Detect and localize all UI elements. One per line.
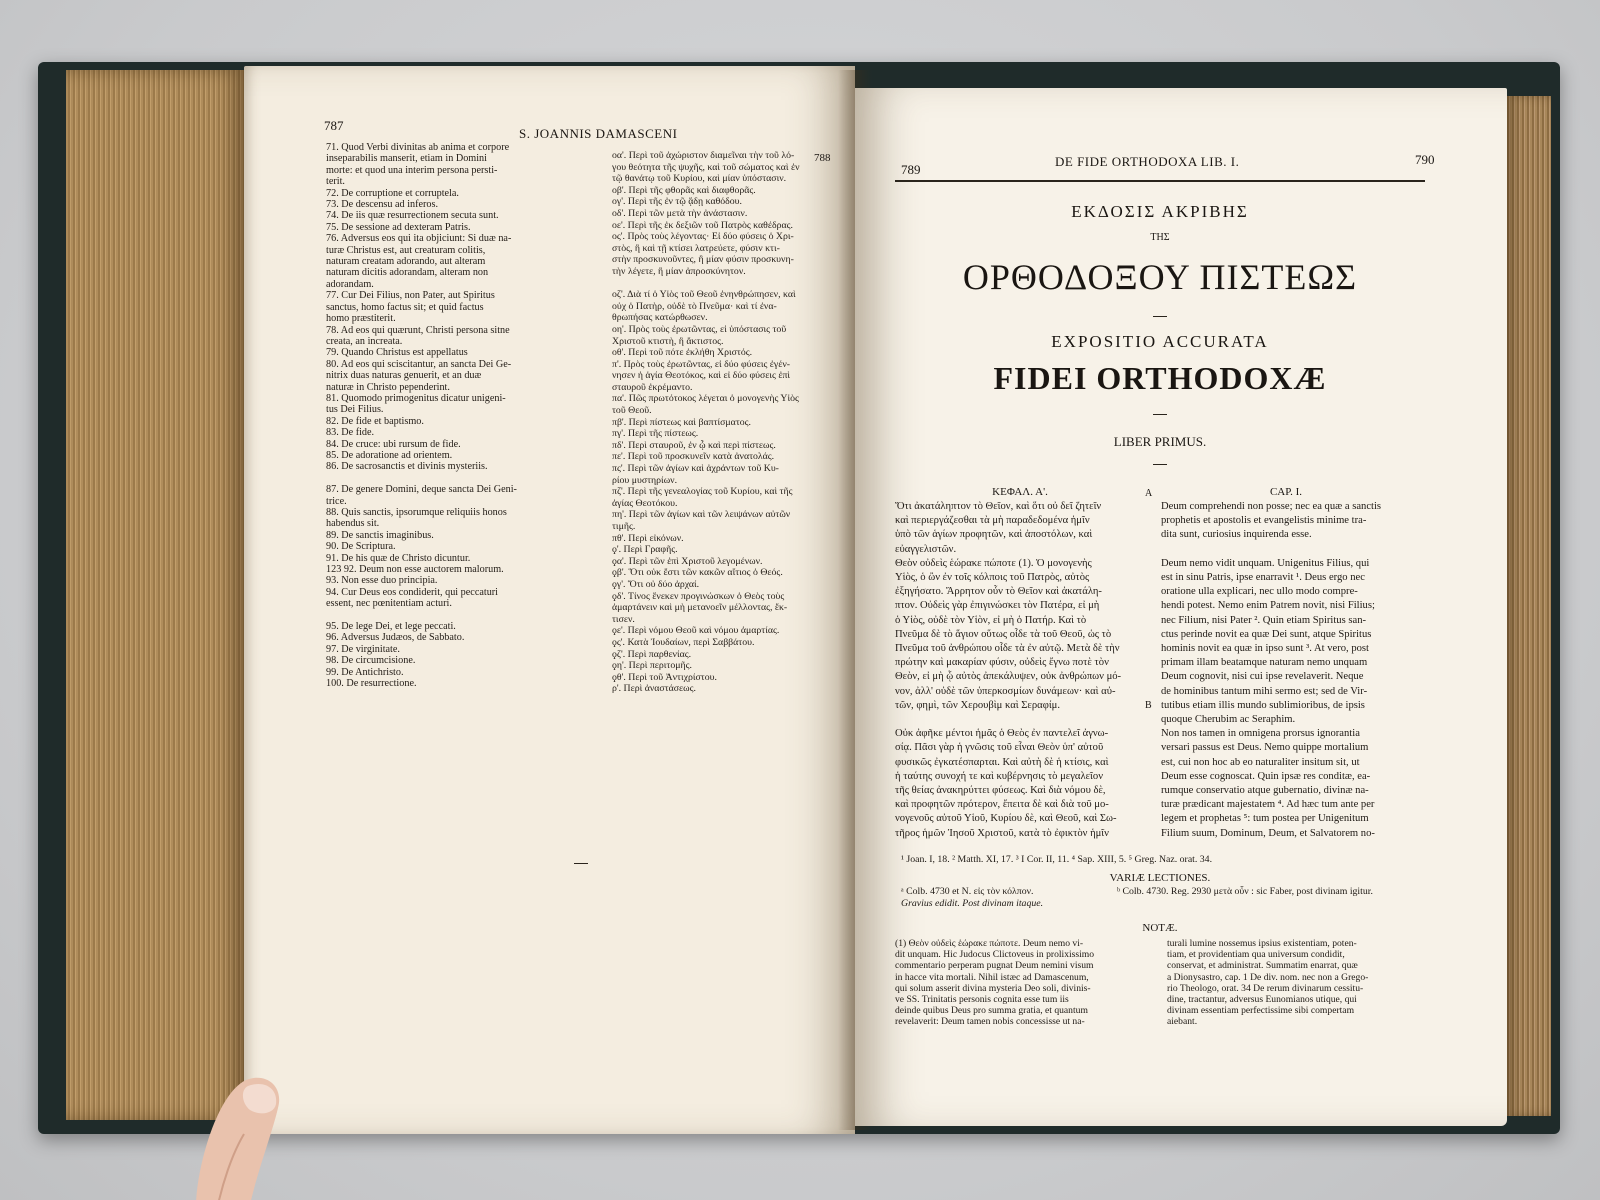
greek-index-line: ρ'. Περὶ ἀναστάσεως. [612, 683, 696, 695]
greek-index-line: πα'. Πῶς πρωτότοκος λέγεται ὁ μονογενὴς Υἱὸς [612, 393, 799, 405]
greek-text-line: ἡ ταύτης συνοχή τε καὶ κυβέρνησις τὸ μεγαλεῖον [895, 770, 1103, 782]
latin-index-line: 98. De circumcisione. [326, 655, 416, 667]
latin-index-line: terit. [326, 176, 345, 188]
greek-index-line: γου θεότητα τῆς ψυχῆς, καὶ τοῦ σώματος καὶ ἐν [612, 161, 800, 173]
greek-index-line: πζ'. Περὶ τῆς γενεαλογίας τοῦ Κυρίου, καὶ τῆς [612, 486, 793, 498]
title-separator-2 [1153, 414, 1167, 415]
greek-text-line: ἐξηγήσατο. Ἄρρητον οὖν τὸ Θεῖον καὶ ἀκατάλη- [895, 586, 1102, 598]
note-line: rio Theologo, orat. 34 De rerum divinarum cessitu- [1167, 982, 1364, 994]
greek-text-line: πτον. Οὐδεὶς γὰρ ἐπιγινώσκει τὸν Πατέρα, εἰ μὴ [895, 600, 1100, 612]
greek-text-line: Οὐκ ἀφῆκε μέντοι ἡμᾶς ὁ Θεὸς ἐν παντελεῖ ἀγνω- [895, 728, 1109, 740]
note-line: commentario perperam pugnat Deum nemini visum [895, 960, 1094, 972]
header-rule [895, 180, 1425, 182]
latin-index-line [326, 473, 594, 484]
latin-index-line: 76. Adversus eos qui ita objiciunt: Si duæ na- [326, 233, 512, 245]
greek-index-line: ϙα'. Περὶ τῶν ἐπὶ Χριστοῦ λεγομένων. [612, 555, 763, 567]
greek-text-line: νογενοῦς αὐτοῦ Υἱοῦ, Κυρίου δὲ, καὶ Θεοῦ, καὶ Σω- [895, 813, 1117, 825]
page-edges-right [1505, 96, 1551, 1116]
latin-text-line: tutibus etiam illis mundo sublimioribus, de ipsis [1161, 699, 1365, 711]
greek-index-line: τῷ θανάτῳ τοῦ Κυρίου, καὶ μίαν ὑπόστασιν. [612, 173, 787, 185]
latin-text-line: oratione ulla explicari, nec ullo modo compre- [1161, 586, 1358, 598]
right-column-right-number: 790 [1415, 152, 1435, 167]
latin-body-column [1161, 500, 1423, 841]
greek-index-line: ϙ'. Περὶ Γραφῆς. [612, 544, 678, 556]
latin-index-line: 84. De cruce: ubi rursum de fide. [326, 438, 461, 450]
latin-index-line: 94. Cur Deus eos condiderit, qui peccaturi [326, 586, 499, 598]
note-line: dine, tractantur, adversus Eunomianos utique, qui [1167, 994, 1357, 1006]
greek-text-line: σίᾳ. Πᾶσι γὰρ ἡ γνῶσις τοῦ εἶναι Θεὸν ὑπ' αὐτοῦ [895, 742, 1104, 754]
note-line: a Dionysastro, cap. 1 De div. nom. nec non a Grego- [1167, 971, 1369, 983]
latin-index-line: naturam dicitis adorandam, alteram non [326, 267, 489, 279]
greek-index-line: οὐχ ὁ Πατὴρ, οὐδὲ τὸ Πνεῦμα· καὶ τί ἐνα- [612, 300, 777, 312]
greek-text-line: πρώτην καὶ μακαρίαν φύσιν, οὐδεὶς ἔγνω ποτὲ τὸν [895, 657, 1109, 669]
greek-text-line: φυσικῶς ἐγκατέσπαρται. Καὶ αὐτὴ δὲ ἡ κτίσις, καὶ [895, 756, 1109, 768]
latin-index-line: 74. De iis quæ resurrectionem secuta sunt. [326, 210, 499, 222]
greek-index-line: πς'. Περὶ τῶν ἁγίων καὶ ἀχράντων τοῦ Κυ- [612, 463, 779, 475]
greek-index-line: οα'. Περὶ τοῦ ἀχώριστον διαμεῖναι τὴν τοῦ λό- [612, 150, 795, 161]
latin-text-line: prophetis et apostolis et evangelistis minime tra- [1161, 515, 1367, 527]
greek-index-line: ρίου μυστηρίων. [612, 474, 678, 486]
latin-text-line: Filium suum, Dominum, Deum, et Salvatorem no- [1161, 827, 1375, 839]
latin-index-line: 88. Quis sanctis, ipsorumque reliquiis honos [326, 507, 507, 518]
latin-text-line: Deum esse cognoscat. Quin ipsæ res conditæ, ea- [1161, 770, 1371, 782]
note-line: revelaverit: Deum tamen nobis concessisse ut na- [895, 1016, 1085, 1028]
notes-left-column [895, 938, 1151, 1028]
latin-index-line: 78. Ad eos qui quærunt, Christi persona sitne [326, 324, 510, 336]
greek-text-line: Ὅτι ἀκατάληπτον τὸ Θεῖον, καὶ ὅτι οὐ δεῖ ζητεῖν [895, 501, 1102, 512]
latin-index-line: 95. De lege Dei, et lege peccati. [326, 621, 456, 633]
latin-index-line: tus Dei Filius. [326, 404, 384, 416]
latin-index-line: trice. [326, 495, 347, 507]
variant-reading-a-continued: Gravius edidit. Post divinam itaque. [901, 898, 1044, 909]
greek-text-line: εὐαγγελιστῶν. [895, 543, 957, 555]
greek-text-line: Υἱὸς, ὁ ὢν ἐν τοῖς κόλποις τοῦ Πατρὸς, αὐτὸς [895, 572, 1090, 584]
note-line: tiam, et providentiam qua universum condidit, [1167, 949, 1345, 961]
greek-index-line: ϙς'. Κατὰ Ἰουδαίων, περὶ Σαββάτου. [612, 636, 755, 648]
note-line: turali lumine nossemus ipsius existentiam, poten- [1167, 938, 1357, 949]
liber-primus: LIBER PRIMUS. [1113, 434, 1207, 449]
latin-index-line: 100. De resurrectione. [326, 678, 417, 690]
latin-index-line: 89. De sanctis imaginibus. [326, 529, 434, 541]
latin-index-line: 87. De genere Domini, deque sancta Dei Geni- [326, 484, 517, 496]
latin-text-line [1161, 543, 1423, 557]
latin-index-line: naturam creatam adorando, aut alteram [326, 256, 486, 268]
greek-index-line: σταυροῦ ἐκρέμαντο. [612, 381, 693, 393]
greek-text-line: ὁ Υἱὸς, οὐδὲ τὸν Υἱὸν, εἰ μὴ ὁ Πατήρ. Καὶ τὸ [895, 614, 1087, 626]
latin-index-line: 71. Quod Verbi divinitas ab anima et corpore [326, 142, 510, 153]
greek-text-line: νον, ἀλλ' οὐδὲ τῶν ὑπερκοσμίων δυνάμεων· καὶ αὐ- [895, 685, 1116, 697]
latin-index-line: 99. De Antichristo. [326, 666, 404, 678]
title-separator-1 [1153, 316, 1167, 317]
latin-text-line: Deum nemo vidit unquam. Unigenitus Filius, qui [1161, 557, 1370, 569]
greek-text-line: καὶ περιεργάζεσθαι τὰ μὴ παραδεδομένα ἡμῖν [895, 515, 1090, 527]
latin-index-line: 91. De his quæ de Christo dicuntur. [326, 552, 471, 564]
greek-index-line: ἁμαρτάνειν καὶ μὴ μετανοεῖν μέλλοντας, ἔκ- [612, 602, 788, 614]
latin-index-line: 79. Quando Christus est appellatus [326, 347, 468, 359]
latin-index-line: inseparabilis manserit, etiam in Domini [326, 153, 487, 165]
latin-text-line: ctus perinde novit ea quæ Dei sunt, atque Spiritus [1161, 628, 1372, 640]
latin-text-line: Deum comprehendi non posse; nec ea quæ a sanctis [1161, 501, 1382, 512]
latin-index-line: 77. Cur Dei Filius, non Pater, aut Spiritus [326, 290, 495, 302]
greek-index-line: Χριστοῦ κτιστὴ, ἢ ἄκτιστος. [612, 335, 724, 347]
latin-text-line: versari passus est Deus. Nemo quippe mortalium [1161, 742, 1369, 754]
greek-text-line: τῆρος ἡμῶν Ἰησοῦ Χριστοῦ, κατὰ τὸ ἐφικτὸν ἡμῖν [895, 827, 1109, 839]
greek-index-line: ϙζ'. Περὶ παρθενίας. [612, 648, 692, 660]
greek-index-line: ογ'. Περὶ τῆς ἐν τῷ ᾅδῃ καθόδου. [612, 196, 742, 208]
greek-index-line: στὸς, ἢ καὶ τῇ κτίσει λατρεύετε, φύσιν κτι- [612, 242, 780, 254]
latin-index-line: 73. De descensu ad inferos. [326, 199, 439, 211]
page-end-mark [574, 863, 588, 864]
left-running-head: S. JOANNIS DAMASCENI [519, 126, 678, 141]
latin-index-line: turæ Christus est, aut creaturam colitis, [326, 244, 486, 256]
latin-index-line: 86. De sacrosanctis et divinis mysteriis. [326, 461, 488, 473]
greek-index-line: οη'. Πρὸς τοὺς ἐρωτῶντας, εἰ ὑπόστασις τοῦ [612, 323, 787, 335]
latin-index-line: creata, an increata. [326, 335, 403, 347]
finger [186, 1074, 286, 1200]
latin-index-line: 90. De Scriptura. [326, 541, 396, 553]
latin-index-line: homo præstiterit. [326, 313, 396, 325]
greek-title-line1: ΕΚΔΟΣΙΣ ΑΚΡΙΒΗΣ [1071, 202, 1249, 221]
greek-index-line: ϙε'. Περὶ νόμου Θεοῦ καὶ νόμου ἁμαρτίας. [612, 625, 780, 637]
latin-index-line: habendus sit. [326, 518, 380, 530]
latin-text-line: legem et prophetas ⁵: tum postea per Unigenitum [1161, 813, 1369, 825]
greek-index-line: ϙδ'. Τίνος ἕνεκεν προγινώσκων ὁ Θεὸς τοὺς [612, 590, 785, 602]
latin-text-line: est, cui non hoc ab eo naturaliter insitum sit, ut [1161, 756, 1360, 768]
greek-index-line: π'. Πρὸς τοὺς ἐρωτῶντας, εἰ δύο φύσεις ἐγέν- [612, 358, 791, 370]
latin-index-column [326, 142, 594, 690]
latin-index-line: adorandam. [326, 278, 374, 290]
left-page [244, 66, 855, 1134]
greek-index-line: ἁγίας Θεοτόκου. [612, 497, 678, 509]
greek-index-line: οβ'. Περὶ τῆς φθορᾶς καὶ διαφθορᾶς. [612, 184, 756, 196]
greek-index-line: τοῦ Θεοῦ. [612, 405, 652, 417]
greek-index-line: πβ'. Περὶ πίστεως καὶ βαπτίσματος. [612, 416, 751, 428]
greek-text-line: τῆς θείας ἀνακηρύττει φύσεως. Καὶ διὰ νόμου δὲ, [895, 785, 1106, 797]
greek-index-line: ος'. Πρὸς τοὺς λέγοντας· Εἰ δύο φύσεις ὁ Χρι- [612, 231, 794, 243]
latin-text-line: rumque conservatio atque gubernatio, divinæ na- [1161, 785, 1369, 797]
latin-text-line: Non nos tamen in omnigena prorsus ignorantia [1161, 728, 1360, 740]
margin-letter-b: B [1145, 700, 1152, 711]
latin-index-line [326, 610, 594, 621]
variant-reading-a: ᵃ Colb. 4730 et N. εἰς τὸν κόλπον. [901, 886, 1034, 897]
greek-index-line: οδ'. Περὶ τῶν μετὰ τὴν ἀνάστασιν. [612, 207, 748, 219]
latin-text-line: est in sinu Patris, ipse enarravit ¹. Deus ergo nec [1161, 572, 1365, 584]
latin-index-line: 85. De adoratione ad orientem. [326, 449, 453, 461]
right-page [855, 88, 1507, 1126]
greek-index-line: ϙγ'. Ὅτι οὐ δύο ἀρχαί. [612, 578, 700, 590]
latin-index-line: 96. Adversus Judæos, de Sabbato. [326, 632, 465, 644]
greek-index-line [612, 278, 838, 290]
greek-text-line: ὑπὸ τῶν ἁγίων προφητῶν, καὶ ἀποστόλων, καὶ [895, 529, 1093, 541]
right-running-head: DE FIDE ORTHODOXA LIB. I. [1055, 154, 1240, 169]
left-page-number: 787 [324, 118, 344, 133]
greek-chapter-heading: ΚΕΦΑΛ. Α'. [992, 486, 1048, 498]
greek-index-line: πε'. Περὶ τοῦ προσκυνεῖν κατὰ ἀνατολάς. [612, 451, 775, 463]
greek-index-line: οθ'. Περὶ τοῦ πότε ἐκλήθη Χριστός. [612, 347, 753, 359]
greek-text-line: Πνεῦμα δὲ τὸ ἅγιον οὕτως οἶδε τὰ τοῦ Θεοῦ, ὡς τὸ [895, 628, 1112, 640]
latin-text-line: de hominibus tantum mihi sermo est; sed de Vir- [1161, 685, 1368, 697]
latin-index-line: 80. Ad eos qui sciscitantur, an sancta Dei Ge- [326, 358, 512, 370]
greek-index-line: θρωπήσας κατώρθωσεν. [612, 312, 708, 324]
latin-text-line: Deum cognovit, nisi cui ipse revelaverit. Neque [1161, 671, 1364, 683]
greek-index-line: τιμῆς. [612, 521, 636, 532]
greek-index-line: τὴν λέγετε, ἢ μίαν ἀπροσκύνητον. [612, 265, 746, 277]
latin-text-line: hendi potest. Nemo enim Patrem novit, nisi Filius; [1161, 600, 1375, 612]
page-edges-left [66, 70, 246, 1120]
latin-index-line: 72. De corruptione et corruptela. [326, 187, 459, 199]
notae-heading: NOTÆ. [1142, 922, 1178, 934]
latin-index-line: 93. Non esse duo principia. [326, 575, 438, 587]
latin-index-line: naturæ in Christo pependerint. [326, 381, 450, 393]
latin-index-line: 97. De virginitate. [326, 643, 400, 655]
greek-index-line: οζ'. Διὰ τί ὁ Υἱὸς τοῦ Θεοῦ ἐνηνθρώπησεν, καὶ [612, 289, 796, 301]
note-line: ve SS. Trinitatis personis cognita esse tum iis [895, 994, 1069, 1006]
scripture-footnotes: ¹ Joan. I, 18. ² Matth. XI, 17. ³ I Cor. II, 11. ⁴ Sap. XIII, 5. ⁵ Greg. Naz. orat. 34. [901, 854, 1213, 865]
note-line: aiebant. [1167, 1016, 1198, 1028]
greek-title-line2: ΤΗΣ [1150, 232, 1170, 243]
greek-text-line: τῶν, φημὶ, τῶν Χερουβὶμ καὶ Σεραφίμ. [895, 699, 1060, 711]
latin-text-line: nec Filium, nisi Pater ². Quin etiam Spiritus san- [1161, 614, 1367, 626]
notes-right-column [1167, 938, 1423, 1028]
greek-index-line: ϙθ'. Περὶ τοῦ Ἀντιχρίστου. [612, 671, 717, 683]
latin-index-line: morte: et quod una interim persona persti- [326, 164, 498, 176]
note-line: in hacce vita mortali. Nihil istæc ad Damascenum, [895, 971, 1089, 983]
greek-text-line: Θεὸν οὐδεὶς ἑώρακε πώποτε (1). Ὁ μονογενὴς [895, 557, 1092, 569]
latin-index-line: 123 92. Deum non esse auctorem malorum. [326, 564, 504, 576]
latin-index-line: 82. De fide et baptismo. [326, 415, 424, 427]
latin-index-line: essent, nec pœnitentiam acturi. [326, 598, 452, 610]
latin-main-title: FIDEI ORTHODOXÆ [993, 360, 1327, 396]
latin-text-line: quoque Cherubim ac Seraphim. [1161, 714, 1296, 726]
note-line: deinde quibus Deus pro summa gratia, et quantum [895, 1005, 1088, 1017]
latin-index-line: sanctus, homo factus sit; et quid factus [326, 301, 484, 313]
greek-index-line: τισεν. [612, 613, 635, 625]
margin-letter-a: A [1145, 488, 1153, 499]
latin-title-line1: EXPOSITIO ACCURATA [1051, 332, 1269, 351]
greek-body-column [895, 500, 1145, 841]
latin-text-line: dita sunt, curiosius inquirenda esse. [1161, 529, 1312, 541]
latin-text-line: primam illam beatamque naturam nemo unquam [1161, 657, 1368, 669]
greek-text-line: καὶ προφητῶν πρότερον, ἔπειτα δὲ καὶ διὰ τοῦ μο- [895, 799, 1109, 811]
note-line: conservat, et administrat. Summatim enarrat, quæ [1167, 960, 1358, 972]
greek-index-line: ϙη'. Περὶ περιτομῆς. [612, 660, 692, 672]
latin-text-line: turæ prædicant majestatem ⁴. Ad hæc tum ante per [1161, 799, 1375, 811]
note-line: qui solum asserit divina mysteria Deo soli, divinis- [895, 982, 1091, 994]
greek-main-title: ΟΡΘΟΔΟΞΟΥ ΠΙΣΤΕΩΣ [962, 257, 1358, 297]
latin-index-line: 83. De fide. [326, 427, 375, 439]
latin-chapter-heading: CAP. I. [1269, 486, 1303, 498]
right-column-left-number: 789 [901, 162, 921, 177]
note-line: dit unquam. Hic Judocus Clictoveus in prolixissimo [895, 949, 1095, 961]
left-column-number: 788 [814, 152, 831, 164]
greek-text-line: Θεὸν, εἰ μὴ ᾧ αὐτὸς ἀπεκάλυψεν, οὐκ ἀνθρώπων μό- [895, 671, 1122, 683]
greek-index-line: ϙβ'. Ὅτι οὐκ ἔστι τῶν κακῶν αἴτιος ὁ Θεός. [612, 567, 783, 579]
greek-index-line: στὴν προσκυνοῦντες, ἢ μίαν φύσιν προσκυνη- [612, 254, 794, 266]
greek-index-line: νησεν ἡ ἁγία Θεοτόκος, καὶ εἰ δύο φύσεις ἐπὶ [612, 370, 791, 382]
note-line: divinam essentiam perfectissime sibi compertam [1167, 1005, 1355, 1017]
greek-text-line: Πνεῦμα τοῦ ἀνθρώπου οἶδε τὰ ἐν αὐτῷ. Μετὰ δὲ τὴν [895, 643, 1120, 655]
latin-text-line: hominis novit ea quæ in ipso sunt ³. At vero, post [1161, 643, 1369, 655]
latin-index-line: 81. Quomodo primogenitus dicatur unigeni- [326, 392, 506, 404]
note-line: (1) Θεὸν οὐδεὶς ἑώρακε πώποτε. Deum nemo vi- [895, 938, 1084, 949]
greek-index-line: οε'. Περὶ τῆς ἐκ δεξιῶν τοῦ Πατρὸς καθέδρας. [612, 219, 793, 231]
greek-index-line: πθ'. Περὶ εἰκόνων. [612, 532, 684, 544]
greek-index-line: πη'. Περὶ τῶν ἁγίων καὶ τῶν λειψάνων αὐτῶν [612, 509, 791, 521]
variae-lectiones-heading: VARIÆ LECTIONES. [1109, 872, 1211, 884]
latin-index-line: nitrix duas naturas genuerit, et an duæ [326, 370, 482, 382]
greek-index-line: πγ'. Περὶ τῆς πίστεως. [612, 428, 699, 440]
title-separator-3 [1153, 464, 1167, 465]
variant-reading-b: ᵇ Colb. 4730. Reg. 2930 μετὰ οὖν : sic Faber, post divinam igitur. [1117, 886, 1373, 897]
greek-index-line: πδ'. Περὶ σταυροῦ, ἐν ᾧ καὶ περὶ πίστεως. [612, 439, 776, 451]
greek-index-column [612, 150, 838, 695]
greek-text-line [895, 713, 1145, 727]
latin-index-line: 75. De sessione ad dexteram Patris. [326, 221, 471, 233]
